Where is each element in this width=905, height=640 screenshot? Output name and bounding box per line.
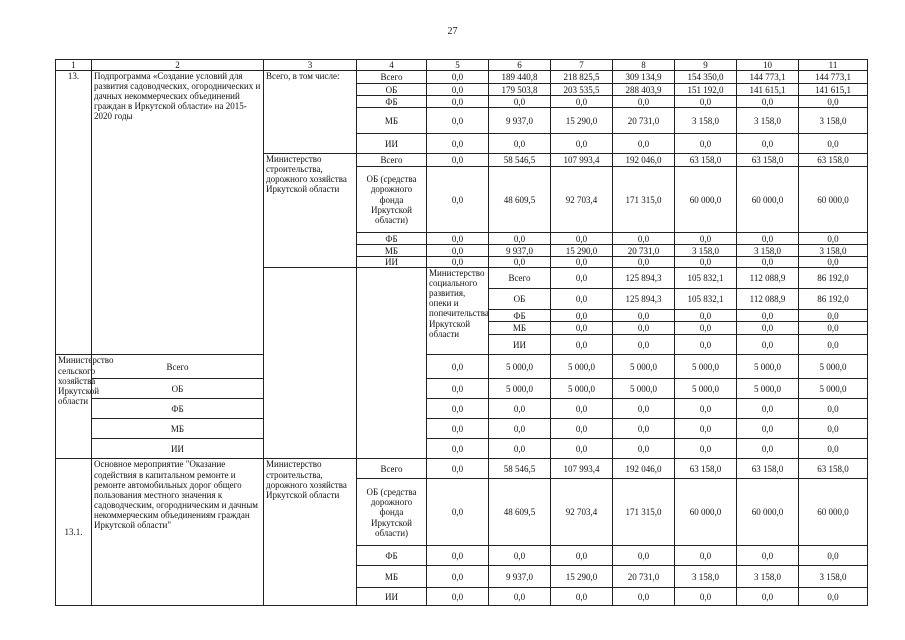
value-cell: 141 615,1 (737, 84, 799, 96)
value-cell: 0,0 (799, 310, 868, 322)
value-cell: 15 290,0 (551, 108, 613, 134)
value-cell: 0,0 (613, 310, 675, 322)
value-cell: 48 609,5 (489, 167, 551, 233)
value-cell: 92 703,4 (551, 167, 613, 233)
value-cell: 5 000,0 (551, 379, 613, 399)
value-cell: 192 046,0 (613, 154, 675, 167)
value-cell: 92 703,4 (551, 479, 613, 546)
executor-cell: Министерство строительства, дорожного хозяйства Иркутской области (264, 459, 357, 606)
value-cell: 60 000,0 (799, 167, 868, 233)
value-cell: 5 000,0 (675, 355, 737, 379)
page-number: 27 (447, 26, 458, 37)
funding-source-cell: ИИ (357, 588, 427, 606)
value-cell: 63 158,0 (799, 459, 868, 479)
funding-source-cell: ОБ (357, 84, 427, 96)
value-cell: 0,0 (613, 233, 675, 245)
executor-cell: Всего, в том числе: (264, 71, 357, 154)
value-cell: 3 158,0 (799, 108, 868, 134)
value-cell: 0,0 (427, 257, 489, 268)
funding-source-cell: Всего (357, 459, 427, 479)
value-cell: 63 158,0 (799, 154, 868, 167)
value-cell: 0,0 (737, 588, 799, 606)
header-cell: 10 (737, 60, 799, 71)
table-row (56, 459, 868, 479)
header-cell: 2 (92, 60, 264, 71)
value-cell: 0,0 (675, 96, 737, 108)
value-cell: 0,0 (737, 233, 799, 245)
value-cell: 0,0 (613, 399, 675, 419)
value-cell: 171 315,0 (613, 167, 675, 233)
budget-table (55, 59, 868, 606)
value-cell: 63 158,0 (737, 459, 799, 479)
value-cell: 48 609,5 (489, 479, 551, 546)
funding-source-cell: ОБ (средства дорожного фонда Иркутской области) (357, 167, 427, 233)
value-cell: 3 158,0 (799, 245, 868, 257)
value-cell: 189 440,8 (489, 71, 551, 84)
value-cell: 0,0 (613, 419, 675, 439)
funding-source-cell: ИИ (357, 134, 427, 154)
value-cell: 63 158,0 (675, 154, 737, 167)
row-number-cell: 13. (56, 71, 92, 355)
value-cell: 171 315,0 (613, 479, 675, 546)
value-cell: 0,0 (675, 588, 737, 606)
table-row (56, 71, 868, 84)
value-cell: 58 546,5 (489, 154, 551, 167)
value-cell: 0,0 (675, 322, 737, 335)
value-cell: 63 158,0 (675, 459, 737, 479)
table-row (56, 399, 868, 419)
value-cell: 0,0 (427, 154, 489, 167)
funding-source-cell: ИИ (357, 257, 427, 268)
value-cell: 0,0 (737, 96, 799, 108)
value-cell: 0,0 (799, 335, 868, 355)
value-cell: 0,0 (799, 439, 868, 459)
value-cell: 0,0 (551, 96, 613, 108)
executor-cell: Министерство строительства, дорожного хозяйства Иркутской области (264, 154, 357, 268)
value-cell: 86 192,0 (799, 289, 868, 310)
value-cell: 154 350,0 (675, 71, 737, 84)
funding-source-cell: МБ (489, 322, 551, 335)
value-cell: 5 000,0 (613, 355, 675, 379)
value-cell: 0,0 (427, 355, 489, 379)
header-cell: 9 (675, 60, 737, 71)
value-cell: 151 192,0 (675, 84, 737, 96)
value-cell: 20 731,0 (613, 245, 675, 257)
value-cell: 192 046,0 (613, 459, 675, 479)
value-cell: 288 403,9 (613, 84, 675, 96)
program-name-cell (357, 268, 427, 459)
value-cell: 0,0 (551, 439, 613, 459)
value-cell: 309 134,9 (613, 71, 675, 84)
value-cell: 144 773,1 (737, 71, 799, 84)
value-cell: 0,0 (613, 96, 675, 108)
value-cell: 0,0 (427, 566, 489, 588)
value-cell: 0,0 (427, 233, 489, 245)
value-cell: 0,0 (427, 245, 489, 257)
value-cell: 0,0 (489, 419, 551, 439)
value-cell: 0,0 (737, 439, 799, 459)
value-cell: 105 832,1 (675, 289, 737, 310)
value-cell: 0,0 (427, 134, 489, 154)
header-cell: 5 (427, 60, 489, 71)
value-cell: 0,0 (613, 546, 675, 566)
value-cell: 0,0 (675, 439, 737, 459)
value-cell: 5 000,0 (675, 379, 737, 399)
value-cell: 0,0 (551, 289, 613, 310)
header-cell: 11 (799, 60, 868, 71)
value-cell: 0,0 (551, 335, 613, 355)
value-cell: 112 088,9 (737, 268, 799, 289)
header-cell: 4 (357, 60, 427, 71)
value-cell: 0,0 (613, 134, 675, 154)
value-cell: 20 731,0 (613, 108, 675, 134)
row-number-cell: 13.1. (56, 459, 92, 606)
program-name-cell: Основное мероприятие "Оказание содействия в капитальном ремонте и ремонте автомобильных дорог общего пользования местного значения к садоводческим, огородническим и дачным некоммерческим объединениям граждан Иркутской области" (92, 459, 264, 606)
funding-source-cell: Всего (489, 268, 551, 289)
value-cell: 0,0 (799, 588, 868, 606)
value-cell: 15 290,0 (551, 245, 613, 257)
funding-source-cell: Всего (357, 154, 427, 167)
funding-source-cell: ФБ (489, 310, 551, 322)
value-cell: 3 158,0 (675, 245, 737, 257)
value-cell: 0,0 (489, 588, 551, 606)
value-cell: 60 000,0 (675, 167, 737, 233)
value-cell: 0,0 (799, 233, 868, 245)
value-cell: 0,0 (427, 84, 489, 96)
value-cell: 0,0 (737, 335, 799, 355)
value-cell: 3 158,0 (675, 108, 737, 134)
header-cell: 1 (56, 60, 92, 71)
value-cell: 0,0 (551, 546, 613, 566)
value-cell: 0,0 (737, 134, 799, 154)
table-row (56, 439, 868, 459)
value-cell: 60 000,0 (675, 479, 737, 546)
value-cell: 5 000,0 (737, 355, 799, 379)
value-cell: 86 192,0 (799, 268, 868, 289)
value-cell: 0,0 (551, 310, 613, 322)
value-cell: 0,0 (675, 310, 737, 322)
funding-source-cell: МБ (92, 419, 264, 439)
value-cell: 0,0 (675, 335, 737, 355)
funding-source-cell: Всего (357, 71, 427, 84)
value-cell: 105 832,1 (675, 268, 737, 289)
value-cell: 0,0 (613, 257, 675, 268)
value-cell: 0,0 (799, 96, 868, 108)
value-cell: 0,0 (675, 233, 737, 245)
value-cell: 0,0 (799, 399, 868, 419)
value-cell: 58 546,5 (489, 459, 551, 479)
value-cell: 9 937,0 (489, 566, 551, 588)
value-cell: 203 535,5 (551, 84, 613, 96)
executor-cell: Министерство сельского хозяйства Иркутской области (56, 355, 92, 459)
funding-source-cell: ФБ (357, 233, 427, 245)
value-cell: 0,0 (675, 134, 737, 154)
value-cell: 63 158,0 (737, 154, 799, 167)
funding-source-cell: МБ (357, 108, 427, 134)
value-cell: 0,0 (489, 439, 551, 459)
value-cell: 5 000,0 (551, 355, 613, 379)
funding-source-cell: ИИ (489, 335, 551, 355)
value-cell: 0,0 (489, 96, 551, 108)
value-cell: 0,0 (489, 546, 551, 566)
funding-source-cell: МБ (357, 566, 427, 588)
value-cell: 0,0 (675, 257, 737, 268)
value-cell: 0,0 (427, 479, 489, 546)
value-cell: 0,0 (613, 439, 675, 459)
header-cell: 3 (264, 60, 357, 71)
value-cell: 0,0 (427, 459, 489, 479)
value-cell: 0,0 (427, 108, 489, 134)
value-cell: 179 503,8 (489, 84, 551, 96)
value-cell: 0,0 (427, 71, 489, 84)
value-cell: 0,0 (489, 134, 551, 154)
value-cell: 0,0 (427, 439, 489, 459)
header-cell: 6 (489, 60, 551, 71)
value-cell: 0,0 (799, 322, 868, 335)
funding-source-cell: Всего (92, 355, 264, 379)
funding-source-cell: ФБ (92, 399, 264, 419)
value-cell: 0,0 (675, 546, 737, 566)
value-cell: 60 000,0 (737, 479, 799, 546)
value-cell: 0,0 (737, 399, 799, 419)
header-cell: 8 (613, 60, 675, 71)
value-cell: 141 615,1 (799, 84, 868, 96)
funding-source-cell: ИИ (92, 439, 264, 459)
value-cell: 0,0 (551, 233, 613, 245)
value-cell: 5 000,0 (737, 379, 799, 399)
value-cell: 218 825,5 (551, 71, 613, 84)
value-cell: 107 993,4 (551, 154, 613, 167)
value-cell: 0,0 (675, 419, 737, 439)
value-cell: 0,0 (489, 233, 551, 245)
value-cell: 3 158,0 (799, 566, 868, 588)
value-cell: 0,0 (551, 134, 613, 154)
value-cell: 125 894,3 (613, 289, 675, 310)
value-cell: 0,0 (613, 322, 675, 335)
funding-source-cell: МБ (357, 245, 427, 257)
value-cell: 5 000,0 (799, 379, 868, 399)
value-cell: 0,0 (737, 419, 799, 439)
value-cell: 0,0 (551, 419, 613, 439)
value-cell: 0,0 (427, 379, 489, 399)
value-cell: 60 000,0 (737, 167, 799, 233)
value-cell: 5 000,0 (799, 355, 868, 379)
value-cell: 3 158,0 (737, 245, 799, 257)
executor-cell: Министерство социального развития, опеки и попечительства Иркутской области (427, 268, 489, 355)
value-cell: 0,0 (427, 167, 489, 233)
header-cell: 7 (551, 60, 613, 71)
value-cell: 0,0 (613, 335, 675, 355)
value-cell: 0,0 (427, 399, 489, 419)
row-number-cell (264, 268, 357, 459)
value-cell: 0,0 (737, 322, 799, 335)
value-cell: 112 088,9 (737, 289, 799, 310)
value-cell: 0,0 (427, 96, 489, 108)
value-cell: 3 158,0 (737, 566, 799, 588)
value-cell: 0,0 (675, 399, 737, 419)
value-cell: 0,0 (737, 257, 799, 268)
value-cell: 9 937,0 (489, 245, 551, 257)
table-row (56, 379, 868, 399)
funding-source-cell: ОБ (489, 289, 551, 310)
header-row (56, 60, 868, 71)
value-cell: 0,0 (489, 257, 551, 268)
value-cell: 0,0 (489, 399, 551, 419)
value-cell: 0,0 (799, 546, 868, 566)
value-cell: 3 158,0 (675, 566, 737, 588)
table-row (56, 355, 868, 379)
value-cell: 5 000,0 (613, 379, 675, 399)
funding-source-cell: ОБ (92, 379, 264, 399)
program-name-cell: Подпрограмма «Создание условий для развития садоводческих, огороднических и дачных некоммерческих объединений граждан в Иркутской области» на 2015-2020 годы (92, 71, 264, 355)
value-cell: 0,0 (551, 399, 613, 419)
value-cell: 0,0 (613, 588, 675, 606)
value-cell: 0,0 (551, 257, 613, 268)
table-body (56, 71, 868, 606)
value-cell: 60 000,0 (799, 479, 868, 546)
value-cell: 0,0 (799, 419, 868, 439)
value-cell: 15 290,0 (551, 566, 613, 588)
value-cell: 20 731,0 (613, 566, 675, 588)
value-cell: 144 773,1 (799, 71, 868, 84)
value-cell: 125 894,3 (613, 268, 675, 289)
value-cell: 107 993,4 (551, 459, 613, 479)
value-cell: 9 937,0 (489, 108, 551, 134)
value-cell: 3 158,0 (737, 108, 799, 134)
value-cell: 0,0 (799, 134, 868, 154)
value-cell: 5 000,0 (489, 379, 551, 399)
table-row (56, 419, 868, 439)
value-cell: 0,0 (551, 588, 613, 606)
value-cell: 0,0 (737, 546, 799, 566)
value-cell: 5 000,0 (489, 355, 551, 379)
value-cell: 0,0 (427, 546, 489, 566)
funding-source-cell: ФБ (357, 546, 427, 566)
value-cell: 0,0 (427, 588, 489, 606)
value-cell: 0,0 (737, 310, 799, 322)
value-cell: 0,0 (551, 268, 613, 289)
value-cell: 0,0 (427, 419, 489, 439)
funding-source-cell: ОБ (средства дорожного фонда Иркутской области) (357, 479, 427, 546)
value-cell: 0,0 (799, 257, 868, 268)
value-cell: 0,0 (551, 322, 613, 335)
funding-source-cell: ФБ (357, 96, 427, 108)
